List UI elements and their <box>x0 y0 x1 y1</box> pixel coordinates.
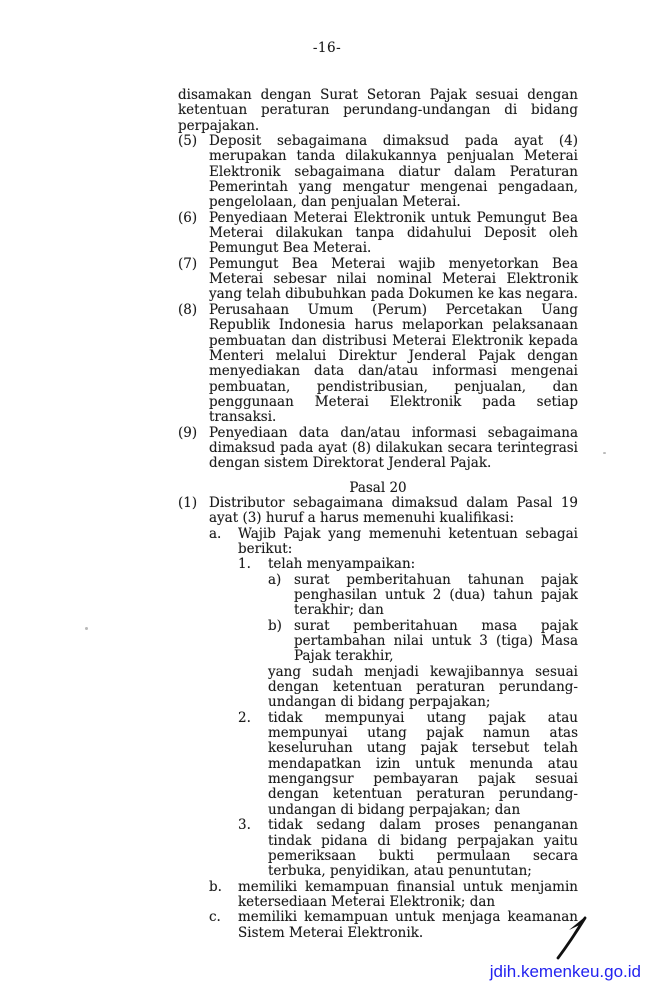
item-text: surat pemberitahuan tahunan pajak penghasilan untuk 2 (dua) tahun pajak terakhir; dan <box>294 571 578 619</box>
signature-paraf-icon <box>552 910 596 962</box>
ayat-number: (9) <box>178 424 198 441</box>
item-number: 1. <box>238 556 251 573</box>
jdih-watermark: jdih.kemenkeu.go.id <box>489 962 641 981</box>
item-number: 2. <box>238 709 251 726</box>
item-text: telah menyampaikan: <box>268 556 416 573</box>
list-item-c <box>209 910 578 941</box>
scan-speck <box>85 627 88 630</box>
list-item-3 <box>238 818 578 879</box>
ayat-item-9 <box>178 426 578 472</box>
item-text: memiliki kemampuan untuk menjaga keamanan Sistem Meterai Elektronik. <box>238 909 578 941</box>
list-item-b-paren <box>268 619 578 665</box>
list-item-1 <box>238 557 578 710</box>
item-letter: a) <box>268 571 282 588</box>
pasal-20-ayat-1 <box>178 496 578 941</box>
item-letter: b) <box>268 617 282 634</box>
ayat-text: Distributor sebagaimana dimaksud dalam Pasal 19 ayat (3) huruf a harus memenuhi kualifikasi: <box>209 494 578 527</box>
list-item-a-paren <box>268 573 578 619</box>
ayat-number: (8) <box>178 301 198 318</box>
item-text: surat pemberitahuan masa pajak pertambahan nilai untuk 3 (tiga) Masa Pajak terakhir, <box>294 617 578 665</box>
ayat-text: Penyediaan data dan/atau informasi sebagaimana dimaksud pada ayat (8) dilakukan secara terintegrasi dengan sistem Direktorat Jenderal Pajak. <box>209 424 578 472</box>
item-number: 3. <box>238 817 251 834</box>
item-letter: b. <box>209 878 222 895</box>
list-item-2 <box>238 711 578 818</box>
item-text: memiliki kemampuan finansial untuk menjamin ketersediaan Meterai Elektronik; dan <box>238 878 578 910</box>
item-body <box>268 557 578 710</box>
item-text: tidak sedang dalam proses penanganan tindak pidana di bidang perpajakan yaitu pemeriksaan bukti permulaan secara terbuka, penyidikan, atau penuntutan; <box>268 817 578 880</box>
item-text: tidak mempunyai utang pajak atau mempunyai utang pajak namun atas keseluruhan utang pajak tersebut telah mendapatkan izin untuk menunda atau mengangsur pembayaran pajak sesuai dengan ketentuan peraturan perundang-undangan di bidang perpajakan; dan <box>268 709 578 818</box>
ayat-body <box>209 496 578 941</box>
item-body <box>238 527 578 880</box>
ayat-text: Penyediaan Meterai Elektronik untuk Pemungut Bea Meterai dilakukan tanpa didahului Deposit oleh Pemungut Bea Meterai. <box>209 209 578 257</box>
ayat-item-5 <box>178 134 578 211</box>
ayat-item-8 <box>178 303 578 426</box>
ayat-number: (5) <box>178 133 198 150</box>
ayat-number: (6) <box>178 209 198 226</box>
ayat-item-6 <box>178 211 578 257</box>
ayat-item-7 <box>178 257 578 303</box>
item-text: Wajib Pajak yang memenuhi ketentuan sebagai berikut: <box>238 525 578 557</box>
ayat-text: Perusahaan Umum (Perum) Percetakan Uang Republik Indonesia harus melaporkan pelaksanaan pembuatan dan distribusi Meterai Elektronik kepada Menteri melalui Direktur Jenderal Pajak dengan menyediakan data dan/atau informasi mengenai pembuatan, pendistribusian, penjualan, dan penggunaan Meterai Elektronik pada setiap transaksi. <box>209 301 578 426</box>
list-item-b <box>209 880 578 911</box>
ayat-text: Pemungut Bea Meterai wajib menyetorkan Bea Meterai sebesar nilai nominal Meterai Elektronik yang telah dibubuhkan pada Dokumen ke kas negara. <box>209 255 578 303</box>
page-number: -16- <box>312 40 342 56</box>
item-letter: a. <box>209 525 222 542</box>
ayat-number: (7) <box>178 255 198 272</box>
list-item-a <box>209 527 578 880</box>
ayat-text: Deposit sebagaimana dimaksud pada ayat (4) merupakan tanda dilakukannya penjualan Meterai Elektronik sebagaimana diatur dalam Peraturan Pemerintah yang mengatur mengenai pengadaan, pengelolaan, dan penjualan Meterai. <box>209 133 578 211</box>
scan-speck <box>603 452 606 454</box>
item-letter: c. <box>209 909 221 926</box>
document-body <box>178 88 578 941</box>
pasal-20-heading: Pasal 20 <box>349 479 407 496</box>
ayat-number: (1) <box>178 494 198 511</box>
continuation-paragraph: disamakan dengan Surat Setoran Pajak sesuai dengan ketentuan peraturan perundang-undangan di bidang perpajakan. <box>178 87 578 134</box>
closing-clause: yang sudah menjadi kewajibannya sesuai dengan ketentuan peraturan perundang-undangan di bidang perpajakan; <box>268 663 578 711</box>
